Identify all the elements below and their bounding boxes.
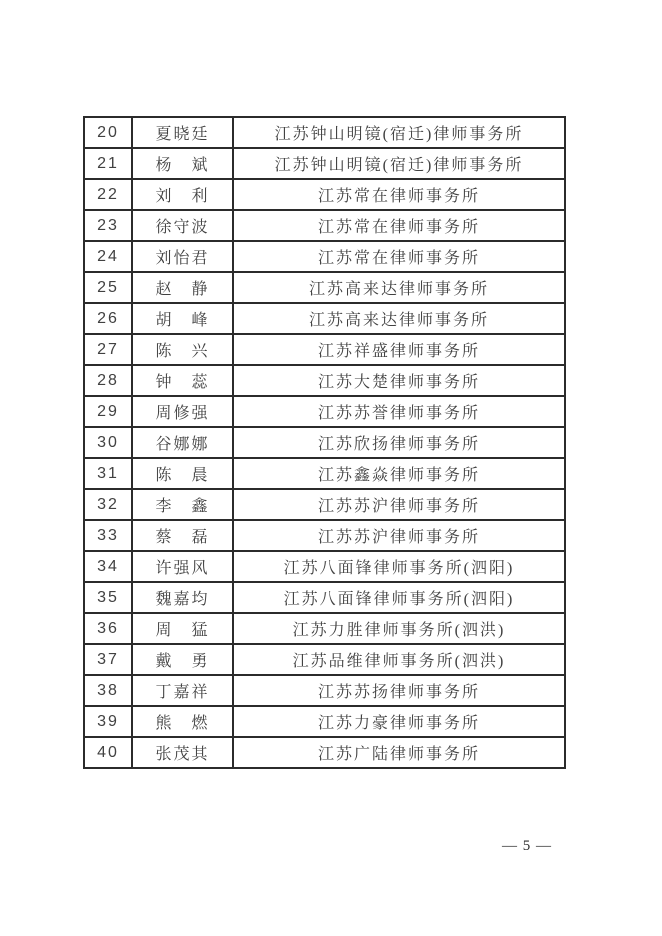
table-row xyxy=(84,396,565,427)
table-row xyxy=(84,675,565,706)
cell-law-firm: 江苏钟山明镜(宿迁)律师事务所 xyxy=(233,148,565,179)
cell-law-firm: 江苏欣扬律师事务所 xyxy=(233,427,565,458)
cell-lawyer-name: 谷娜娜 xyxy=(132,427,233,458)
cell-serial-number: 37 xyxy=(84,644,132,675)
table-row xyxy=(84,303,565,334)
cell-serial-number: 40 xyxy=(84,737,132,768)
table-row xyxy=(84,520,565,551)
table-row xyxy=(84,241,565,272)
cell-serial-number: 26 xyxy=(84,303,132,334)
cell-serial-number: 24 xyxy=(84,241,132,272)
cell-serial-number: 22 xyxy=(84,179,132,210)
cell-lawyer-name: 钟 蕊 xyxy=(132,365,233,396)
cell-law-firm: 江苏钟山明镜(宿迁)律师事务所 xyxy=(233,117,565,148)
cell-law-firm: 江苏常在律师事务所 xyxy=(233,241,565,272)
cell-lawyer-name: 夏晓廷 xyxy=(132,117,233,148)
cell-law-firm: 江苏力豪律师事务所 xyxy=(233,706,565,737)
cell-lawyer-name: 魏嘉均 xyxy=(132,582,233,613)
cell-serial-number: 29 xyxy=(84,396,132,427)
cell-lawyer-name: 刘怡君 xyxy=(132,241,233,272)
cell-serial-number: 31 xyxy=(84,458,132,489)
cell-serial-number: 25 xyxy=(84,272,132,303)
cell-law-firm: 江苏品维律师事务所(泗洪) xyxy=(233,644,565,675)
cell-serial-number: 35 xyxy=(84,582,132,613)
table-row xyxy=(84,489,565,520)
cell-law-firm: 江苏苏誉律师事务所 xyxy=(233,396,565,427)
cell-law-firm: 江苏广陆律师事务所 xyxy=(233,737,565,768)
cell-law-firm: 江苏苏扬律师事务所 xyxy=(233,675,565,706)
table-row xyxy=(84,334,565,365)
cell-law-firm: 江苏大楚律师事务所 xyxy=(233,365,565,396)
cell-lawyer-name: 陈 晨 xyxy=(132,458,233,489)
cell-lawyer-name: 丁嘉祥 xyxy=(132,675,233,706)
table-row xyxy=(84,148,565,179)
cell-law-firm: 江苏高来达律师事务所 xyxy=(233,272,565,303)
table-row xyxy=(84,427,565,458)
cell-lawyer-name: 周修强 xyxy=(132,396,233,427)
cell-lawyer-name: 戴 勇 xyxy=(132,644,233,675)
table-row xyxy=(84,117,565,148)
page-number: — 5 — xyxy=(502,838,552,854)
cell-lawyer-name: 李 鑫 xyxy=(132,489,233,520)
cell-lawyer-name: 许强风 xyxy=(132,551,233,582)
cell-lawyer-name: 蔡 磊 xyxy=(132,520,233,551)
cell-law-firm: 江苏苏沪律师事务所 xyxy=(233,520,565,551)
table-row xyxy=(84,458,565,489)
cell-law-firm: 江苏祥盛律师事务所 xyxy=(233,334,565,365)
cell-serial-number: 23 xyxy=(84,210,132,241)
cell-law-firm: 江苏常在律师事务所 xyxy=(233,210,565,241)
cell-lawyer-name: 熊 燃 xyxy=(132,706,233,737)
table-row xyxy=(84,737,565,768)
cell-serial-number: 20 xyxy=(84,117,132,148)
cell-serial-number: 27 xyxy=(84,334,132,365)
cell-lawyer-name: 周 猛 xyxy=(132,613,233,644)
table-row xyxy=(84,210,565,241)
cell-law-firm: 江苏高来达律师事务所 xyxy=(233,303,565,334)
cell-serial-number: 38 xyxy=(84,675,132,706)
table-row xyxy=(84,179,565,210)
cell-serial-number: 39 xyxy=(84,706,132,737)
cell-serial-number: 33 xyxy=(84,520,132,551)
cell-law-firm: 江苏八面锋律师事务所(泗阳) xyxy=(233,582,565,613)
cell-law-firm: 江苏常在律师事务所 xyxy=(233,179,565,210)
table-row xyxy=(84,365,565,396)
table-row xyxy=(84,706,565,737)
cell-lawyer-name: 杨 斌 xyxy=(132,148,233,179)
cell-serial-number: 36 xyxy=(84,613,132,644)
table-row xyxy=(84,551,565,582)
lawyer-roster-table xyxy=(83,116,566,769)
cell-lawyer-name: 张茂其 xyxy=(132,737,233,768)
cell-lawyer-name: 刘 利 xyxy=(132,179,233,210)
table-row xyxy=(84,613,565,644)
cell-law-firm: 江苏八面锋律师事务所(泗阳) xyxy=(233,551,565,582)
table-row xyxy=(84,644,565,675)
cell-serial-number: 30 xyxy=(84,427,132,458)
cell-law-firm: 江苏鑫焱律师事务所 xyxy=(233,458,565,489)
cell-lawyer-name: 胡 峰 xyxy=(132,303,233,334)
cell-serial-number: 28 xyxy=(84,365,132,396)
cell-serial-number: 34 xyxy=(84,551,132,582)
table-row xyxy=(84,272,565,303)
table-row xyxy=(84,582,565,613)
roster-table-body xyxy=(84,117,565,768)
cell-serial-number: 32 xyxy=(84,489,132,520)
cell-law-firm: 江苏力胜律师事务所(泗洪) xyxy=(233,613,565,644)
cell-law-firm: 江苏苏沪律师事务所 xyxy=(233,489,565,520)
cell-lawyer-name: 陈 兴 xyxy=(132,334,233,365)
cell-lawyer-name: 徐守波 xyxy=(132,210,233,241)
cell-serial-number: 21 xyxy=(84,148,132,179)
cell-lawyer-name: 赵 静 xyxy=(132,272,233,303)
